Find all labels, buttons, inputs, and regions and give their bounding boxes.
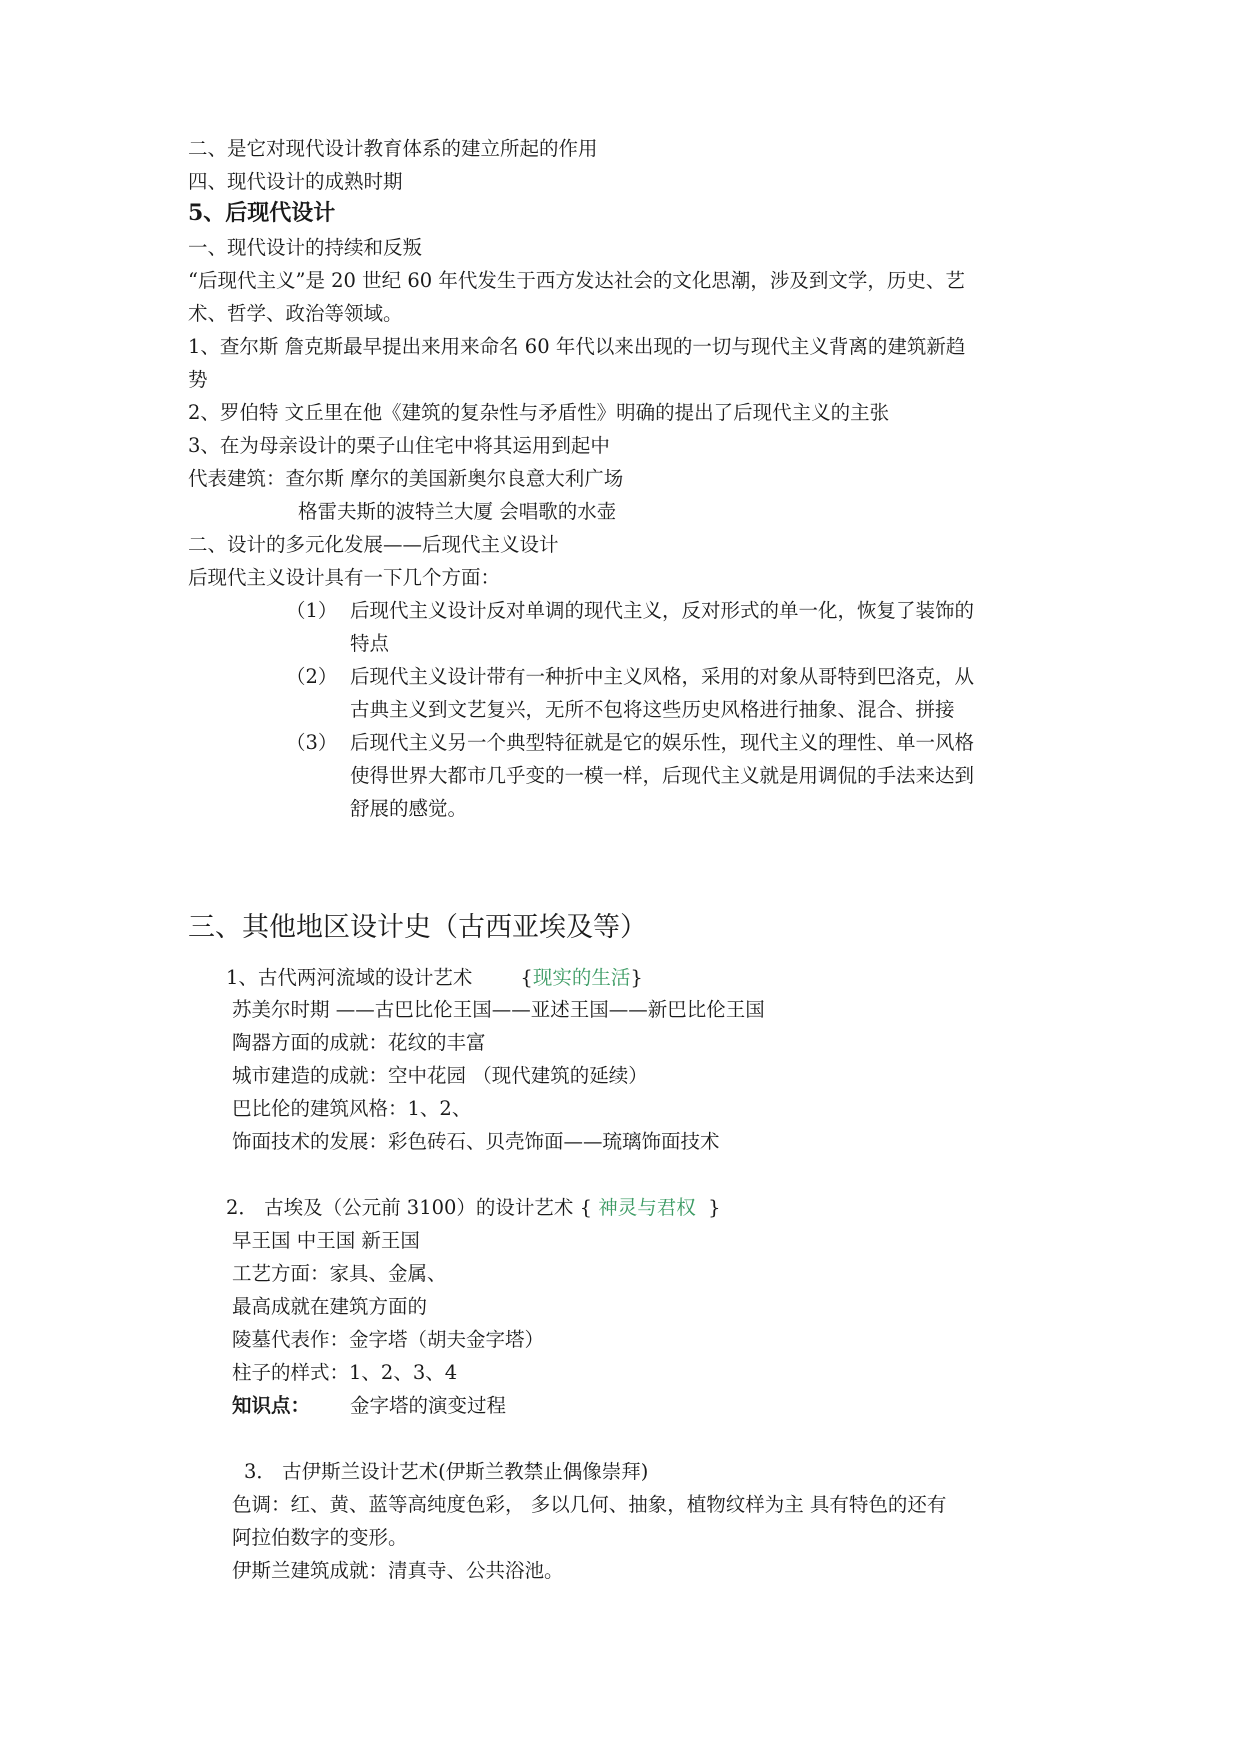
text-line: 四、现代设计的成熟时期 xyxy=(188,170,403,193)
paragraph-line: 工艺方面：家具、金属、 xyxy=(232,1262,447,1285)
paragraph-line: 柱子的样式：1、2、3、4 xyxy=(232,1361,458,1384)
paragraph-line: 势 xyxy=(188,368,208,391)
paragraph-line: 1、查尔斯 詹克斯最早提出来用来命名 60 年代以来出现的一切与现代主义背离的建筑新趋 xyxy=(188,335,966,358)
paragraph-line: 最高成就在建筑方面的 xyxy=(232,1295,428,1318)
paragraph-line: 色调：红、黄、蓝等高纯度色彩， 多以几何、抽象，植物纹样为主 具有特色的还有 xyxy=(232,1493,947,1516)
knowledge-point xyxy=(232,1389,506,1422)
paragraph-line: 代表建筑：查尔斯 摩尔的美国新奥尔良意大利广场 xyxy=(188,467,624,490)
paragraph-line: 术、哲学、政治等领域。 xyxy=(188,302,403,325)
paragraph-line: 3、在为母亲设计的栗子山住宅中将其运用到起中 xyxy=(188,434,610,457)
list-item-line: 古典主义到文艺复兴，无所不包将这些历史风格进行抽象、混合、拼接 xyxy=(350,698,955,721)
paragraph-line: 伊斯兰建筑成就：清真寺、公共浴池。 xyxy=(232,1559,564,1582)
paragraph-line: 苏美尔时期 ——古巴比伦王国——亚述王国——新巴比伦王国 xyxy=(232,998,765,1021)
list-number: （3） xyxy=(286,731,338,754)
list-item-line: 舒展的感觉。 xyxy=(350,797,468,820)
paragraph-line: 陵墓代表作：金字塔（胡夫金字塔） xyxy=(232,1328,545,1351)
section-heading: 三、其他地区设计史（古西亚埃及等） xyxy=(188,912,647,943)
list-item-line: 后现代主义设计带有一种折中主义风格，采用的对象从哥特到巴洛克，从 xyxy=(350,665,975,688)
subsection-title-text: 2． 古埃及（公元前 3100）的设计艺术 { xyxy=(226,1196,593,1219)
text-line: 二、是它对现代设计教育体系的建立所起的作用 xyxy=(188,137,598,160)
list-number: （1） xyxy=(286,599,338,622)
knowledge-label: 知识点： xyxy=(232,1394,311,1417)
paragraph-line: 陶器方面的成就：花纹的丰富 xyxy=(232,1031,486,1054)
paragraph-line: “后现代主义”是 20 世纪 60 年代发生于西方发达社会的文化思潮，涉及到文学，历史、艺 xyxy=(188,269,965,292)
paragraph-line: 饰面技术的发展：彩色砖石、贝壳饰面——琉璃饰面技术 xyxy=(232,1130,720,1153)
paragraph-line: 巴比伦的建筑风格：1、2、 xyxy=(232,1097,472,1120)
paragraph-line: 城市建造的成就：空中花园 （现代建筑的延续） xyxy=(232,1064,648,1087)
subheading: 二、设计的多元化发展——后现代主义设计 xyxy=(188,533,559,556)
subsection-title: 3． 古伊斯兰设计艺术(伊斯兰教禁止偶像崇拜) xyxy=(244,1460,649,1483)
theme-tag: 现实的生活 xyxy=(532,966,631,989)
paragraph-line: 2、罗伯特 文丘里在他《建筑的复杂性与矛盾性》明确的提出了后现代主义的主张 xyxy=(188,401,890,424)
paragraph-line: 早王国 中王国 新王国 xyxy=(232,1229,420,1252)
subheading: 一、现代设计的持续和反叛 xyxy=(188,236,423,259)
section-heading: 5、后现代设计 xyxy=(188,200,336,226)
list-item-line: 后现代主义另一个典型特征就是它的娱乐性，现代主义的理性、单一风格 xyxy=(350,731,975,754)
brace-open: { xyxy=(520,966,533,989)
paragraph-line: 阿拉伯数字的变形。 xyxy=(232,1526,408,1549)
list-item-line: 特点 xyxy=(350,632,390,655)
list-number: （2） xyxy=(286,665,338,688)
brace-close: } xyxy=(708,1196,721,1219)
subsection-title-text: 1、古代两河流域的设计艺术 xyxy=(226,966,473,989)
list-item-line: 后现代主义设计反对单调的现代主义，反对形式的单一化，恢复了装饰的 xyxy=(350,599,975,622)
brace-close: } xyxy=(630,966,643,989)
paragraph-line: 格雷夫斯的波特兰大厦 会唱歌的水壶 xyxy=(298,500,617,523)
knowledge-text: 金字塔的演变过程 xyxy=(350,1394,507,1417)
subsection-title xyxy=(226,1191,721,1224)
list-item-line: 使得世界大都市几乎变的一模一样，后现代主义就是用调侃的手法来达到 xyxy=(350,764,975,787)
subsection-title xyxy=(226,961,643,994)
theme-tag: 神灵与君权 xyxy=(598,1196,696,1219)
paragraph-line: 后现代主义设计具有一下几个方面： xyxy=(188,566,501,589)
